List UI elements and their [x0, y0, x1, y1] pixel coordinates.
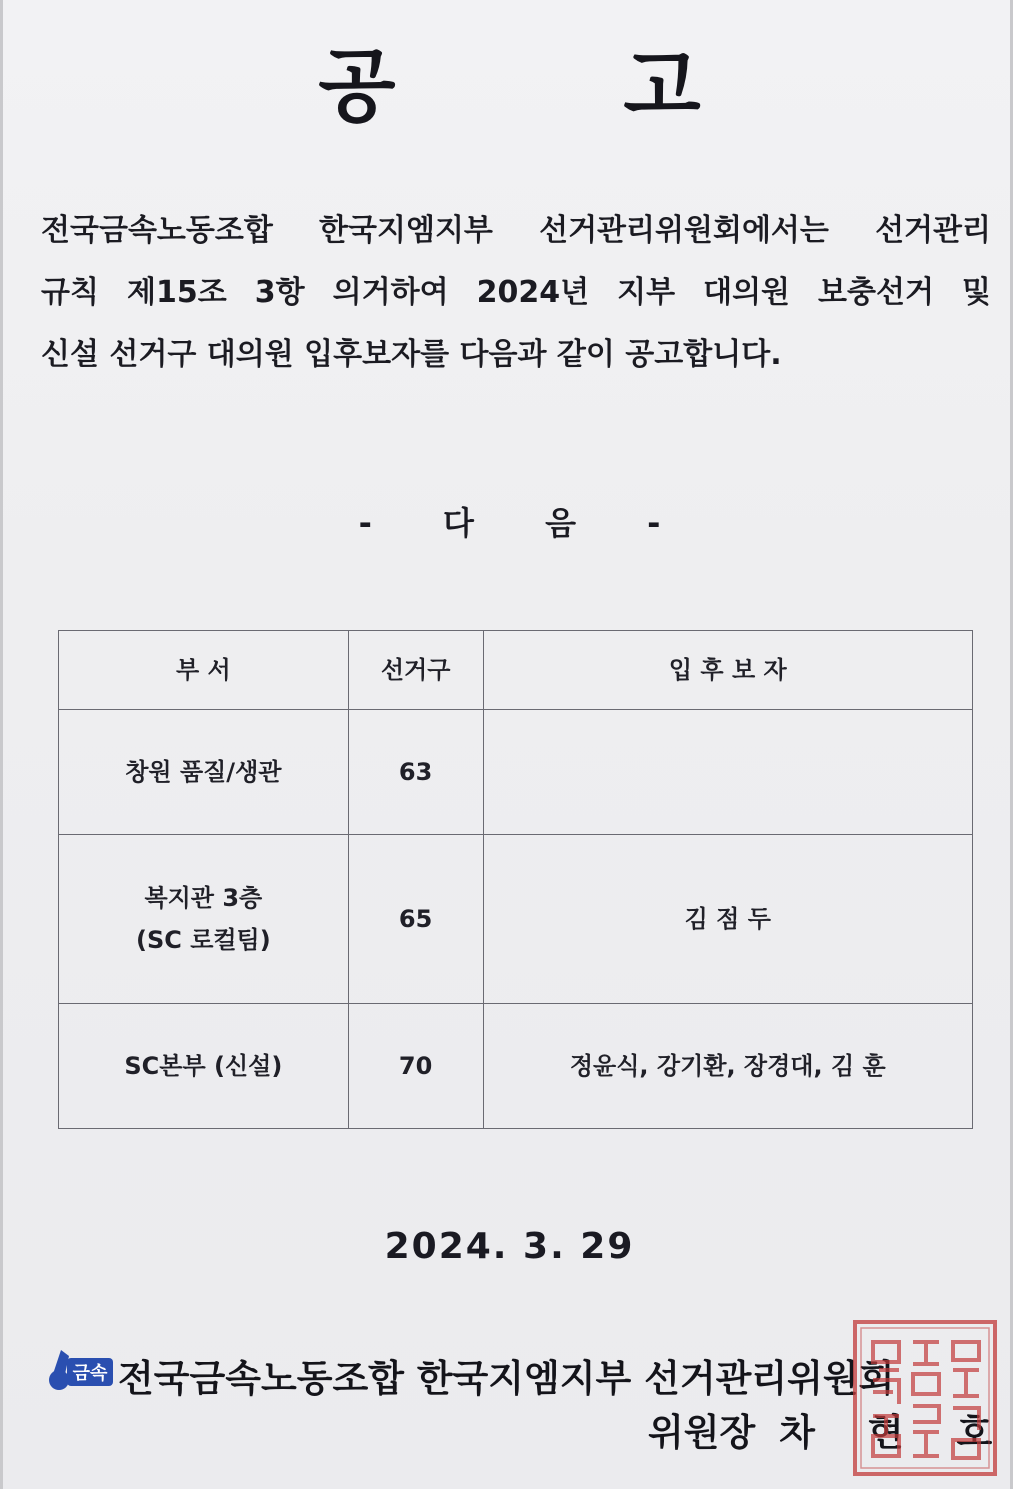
logo-text: 금속 [72, 1363, 108, 1384]
notice-date: 2024. 3. 29 [384, 1226, 635, 1267]
dept-line-sub: (SC 로컬팀) [135, 926, 271, 954]
body-line-3: 신설 선거구 대의원 입후보자를 다음과 같이 공고합니다. [41, 337, 782, 372]
candidates-table [58, 630, 973, 1129]
cell-district: 65 [348, 835, 483, 1004]
cell-dept [59, 1004, 349, 1129]
table-row [59, 835, 973, 1004]
chair-title: 위원장 [648, 1411, 756, 1454]
chair-name: 차 현 호 [779, 1411, 1013, 1454]
cell-candidates: 김 점 두 [483, 835, 972, 1004]
header-dept: 부 서 [59, 631, 349, 710]
notice-body [41, 200, 991, 386]
cell-candidates: 정윤식, 강기환, 장경대, 김 훈 [483, 1004, 972, 1129]
cell-district: 63 [348, 710, 483, 835]
next-heading: - 다 음 - [358, 504, 691, 542]
dept-line: 복지관 3층 [144, 884, 263, 912]
table-row [59, 1004, 973, 1129]
cell-dept [59, 710, 349, 835]
union-logo-icon [47, 1344, 117, 1394]
official-seal-stamp [851, 1318, 999, 1478]
table-row [59, 710, 973, 835]
cell-dept [59, 835, 349, 1004]
body-line-1: 전국금속노동조합 한국지엠지부 선거관리위원회에서는 선거관리 [41, 213, 991, 248]
header-district: 선거구 [348, 631, 483, 710]
body-line-2: 규칙 제15조 3항 의거하여 2024년 지부 대의원 보충선거 및 [41, 275, 991, 310]
header-candidates: 입 후 보 자 [483, 631, 972, 710]
cell-candidates [483, 710, 972, 835]
table-header-row [59, 631, 973, 710]
cell-district: 70 [348, 1004, 483, 1129]
footer-organization: 전국금속노동조합 한국지엠지부 선거관리위원회 [118, 1357, 895, 1400]
notice-title: 공 고 [318, 40, 801, 133]
dept-line: 창원 품질/생관 [125, 758, 282, 786]
dept-line: SC본부 (신설) [124, 1052, 283, 1080]
